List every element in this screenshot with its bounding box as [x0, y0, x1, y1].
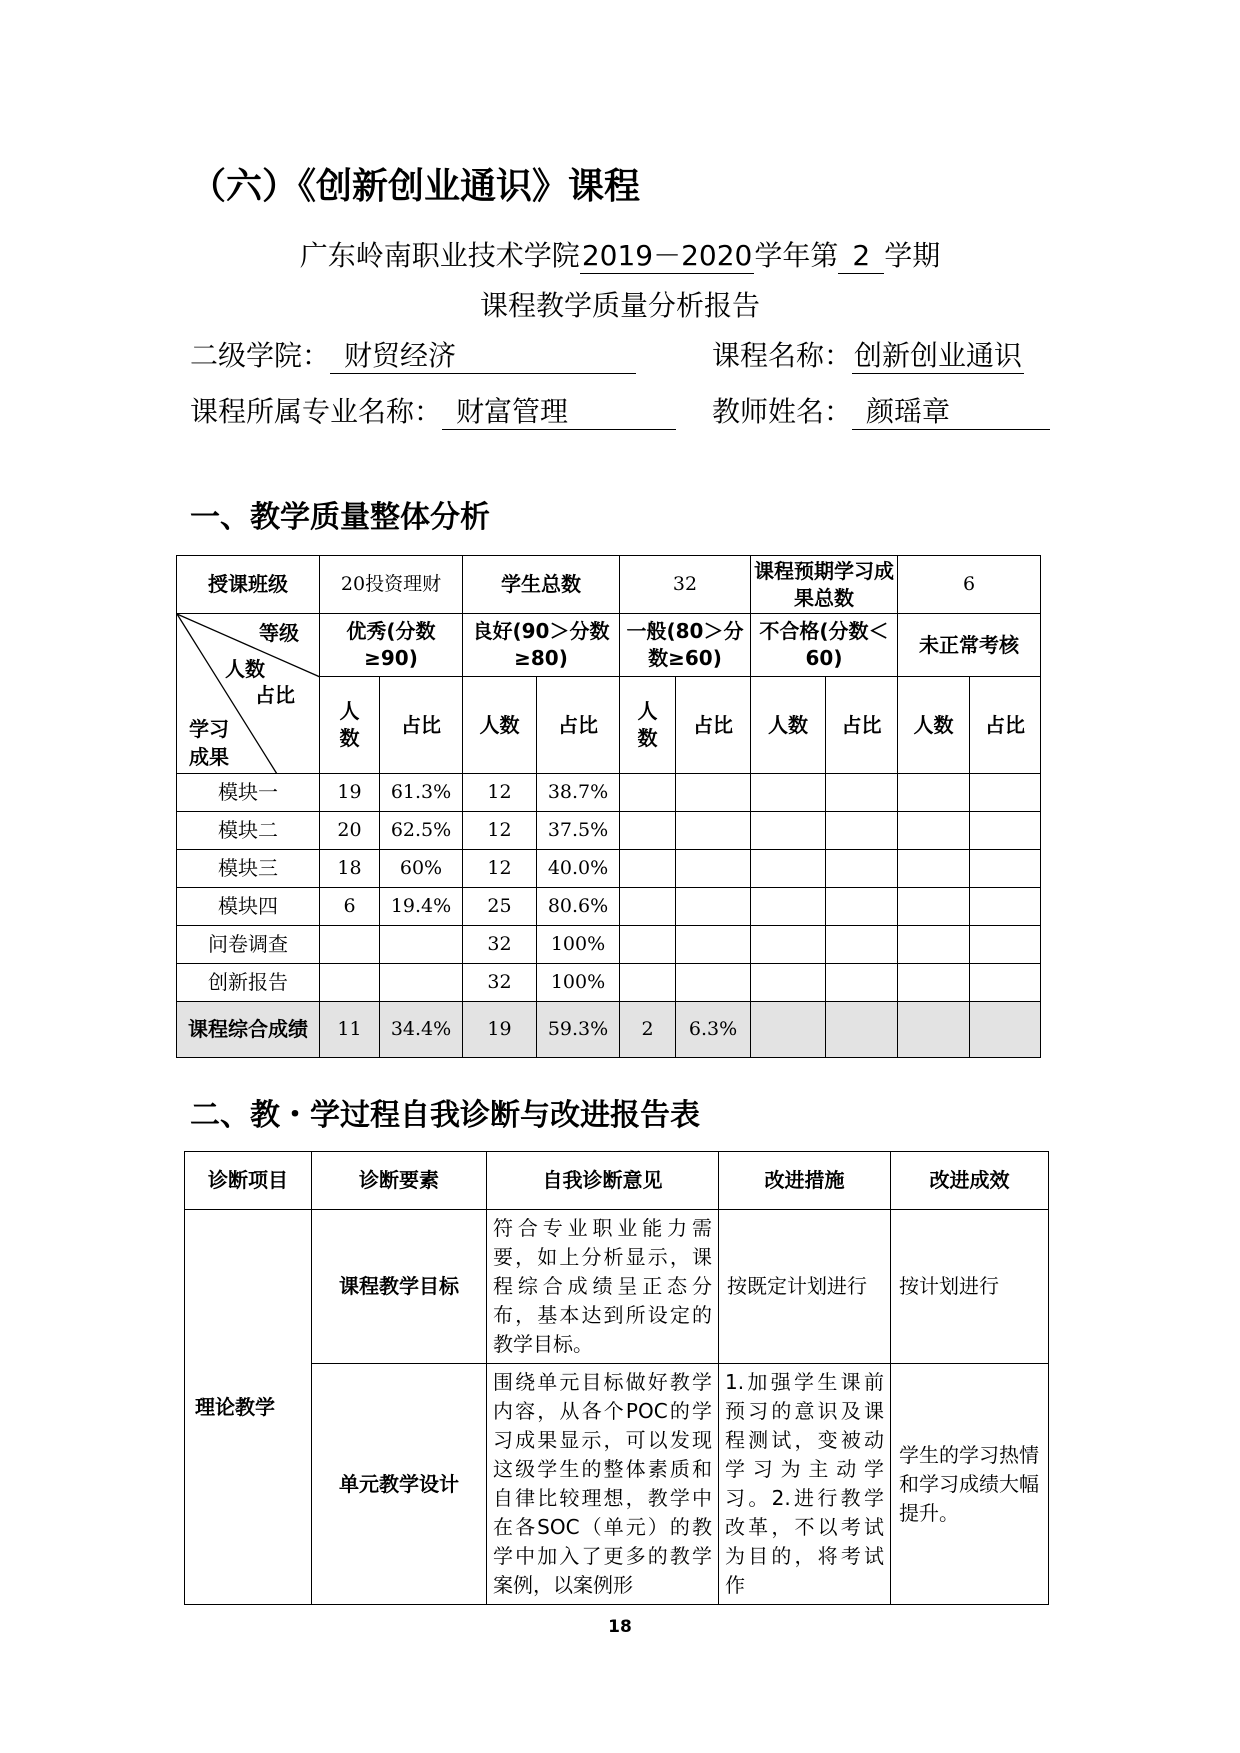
outcomes-value: 6 — [898, 556, 1041, 614]
total-cell: 19 — [463, 1002, 537, 1058]
college-label: 二级学院： — [190, 339, 331, 372]
sub-count-fail: 人数 — [751, 677, 826, 774]
outcome-row — [177, 964, 1041, 1002]
teacher-value: 颜瑶章 — [852, 395, 1050, 430]
diagnosis-row — [185, 1364, 1049, 1605]
outcome-cell — [751, 812, 826, 850]
outcome-cell: 40.0% — [537, 850, 620, 888]
outcome-cell: 38.7% — [537, 774, 620, 812]
outcome-cell: 12 — [463, 812, 537, 850]
outcome-cell — [676, 888, 751, 926]
outcome-cell: 61.3% — [380, 774, 463, 812]
outcome-cell — [380, 964, 463, 1002]
course-field — [712, 334, 1024, 374]
outcome-cell — [676, 964, 751, 1002]
outcome-cell — [970, 850, 1041, 888]
outcome-cell: 12 — [463, 774, 537, 812]
academic-year: 2019－2020 — [581, 239, 753, 272]
sub-ratio-not-assessed: 占比 — [970, 677, 1041, 774]
outcome-cell — [620, 888, 676, 926]
outcome-cell — [898, 774, 970, 812]
college-value: 财贸经济 — [330, 339, 636, 374]
outcome-cell — [826, 964, 898, 1002]
sub-ratio-excellent: 占比 — [380, 677, 463, 774]
section-2-title: 二、教・学过程自我诊断与改进报告表 — [190, 1098, 700, 1133]
header-item: 诊断项目 — [185, 1152, 312, 1210]
outcome-cell: 19.4% — [380, 888, 463, 926]
report-header-line — [0, 234, 1240, 274]
outcome-name: 模块四 — [177, 888, 320, 926]
outcome-cell — [751, 888, 826, 926]
sub-count-excellent: 人数 — [320, 677, 380, 774]
outcome-cell — [380, 926, 463, 964]
total-cell: 6.3% — [676, 1002, 751, 1058]
diagnosis-header-row — [185, 1152, 1049, 1210]
header-effect: 改进成效 — [891, 1152, 1049, 1210]
outcome-cell: 32 — [463, 926, 537, 964]
outcome-row — [177, 926, 1041, 964]
outcome-row — [177, 850, 1041, 888]
diagnosis-row — [185, 1210, 1049, 1364]
outcome-cell: 37.5% — [537, 812, 620, 850]
document-title: （六）《创新创业通识》课程 — [190, 166, 641, 207]
outcome-cell — [970, 964, 1041, 1002]
opinion-cell: 围绕单元目标做好教学内容，从各个POC的学习成果显示，可以发现这级学生的整体素质和自律比较理想，教学中在各SOC（单元）的教学中加入了更多的教学案例，以案例形 — [487, 1364, 719, 1605]
outcome-cell: 19 — [320, 774, 380, 812]
outcome-cell — [676, 774, 751, 812]
outcome-name: 模块三 — [177, 850, 320, 888]
measure-cell: 1.加强学生课前预习的意识及课程测试，变被动学习为主动学习。2.进行教学改革，不以考试为目的，将考试作 — [719, 1364, 891, 1605]
term-number: 2 — [838, 239, 884, 274]
outcome-name: 创新报告 — [177, 964, 320, 1002]
class-value: 20投资理财 — [320, 556, 463, 614]
teacher-label: 教师姓名： — [712, 395, 853, 428]
course-label: 课程名称： — [712, 339, 853, 372]
total-cell: 34.4% — [380, 1002, 463, 1058]
outcome-row — [177, 888, 1041, 926]
outcome-cell — [898, 888, 970, 926]
outcome-cell: 60% — [380, 850, 463, 888]
outcome-cell: 32 — [463, 964, 537, 1002]
outcome-cell: 12 — [463, 850, 537, 888]
sub-count-not-assessed: 人数 — [898, 677, 970, 774]
outcome-cell — [676, 812, 751, 850]
outcome-cell — [970, 888, 1041, 926]
opinion-cell: 符合专业职业能力需要，如上分析显示，课程综合成绩呈正态分布，基本达到所设定的教学目标。 — [487, 1210, 719, 1364]
grade-good: 良好(90＞分数≥80) — [463, 614, 620, 677]
outcome-cell — [898, 926, 970, 964]
outcome-cell — [320, 926, 380, 964]
element-cell: 课程教学目标 — [312, 1210, 487, 1364]
school-name: 广东岭南职业技术学院 — [299, 239, 580, 272]
outcomes-label: 课程预期学习成果总数 — [751, 556, 898, 614]
outcome-cell — [970, 812, 1041, 850]
total-row — [177, 1002, 1041, 1058]
total-cell — [751, 1002, 826, 1058]
measure-cell: 按既定计划进行 — [719, 1210, 891, 1364]
outcome-cell: 20 — [320, 812, 380, 850]
page-number: 18 — [608, 1617, 632, 1637]
outcome-name: 模块二 — [177, 812, 320, 850]
diag-count-label: 人数 — [225, 657, 265, 681]
outcome-rows — [177, 774, 1041, 1002]
course-value: 创新创业通识 — [854, 339, 1023, 372]
outcome-cell — [898, 964, 970, 1002]
year-suffix: 学年第 — [754, 239, 839, 272]
diag-outcome-label-1: 学习 — [189, 717, 229, 741]
outcome-cell — [320, 964, 380, 1002]
report-title: 课程教学质量分析报告 — [479, 289, 760, 322]
class-label: 授课班级 — [177, 556, 320, 614]
outcome-name: 模块一 — [177, 774, 320, 812]
diag-grade-label: 等级 — [259, 621, 299, 645]
total-label: 课程综合成绩 — [177, 1002, 320, 1058]
grade-not-assessed: 未正常考核 — [898, 614, 1041, 677]
outcome-cell — [676, 926, 751, 964]
diagnosis-table — [184, 1151, 1049, 1605]
outcome-cell — [620, 774, 676, 812]
total-cell: 2 — [620, 1002, 676, 1058]
major-field — [190, 390, 676, 430]
grade-analysis-table — [176, 555, 1041, 1058]
outcome-cell: 25 — [463, 888, 537, 926]
outcome-row — [177, 812, 1041, 850]
header-opinion: 自我诊断意见 — [487, 1152, 719, 1210]
outcome-cell — [676, 850, 751, 888]
diagonal-header-cell — [177, 614, 320, 774]
outcome-cell — [620, 964, 676, 1002]
major-label: 课程所属专业名称： — [190, 395, 443, 428]
outcome-cell — [898, 812, 970, 850]
outcome-cell: 6 — [320, 888, 380, 926]
students-label: 学生总数 — [463, 556, 620, 614]
total-cell — [970, 1002, 1041, 1058]
diag-outcome-label-2: 成果 — [189, 745, 229, 769]
outcome-cell — [751, 964, 826, 1002]
sub-count-good: 人数 — [463, 677, 537, 774]
outcome-name: 问卷调查 — [177, 926, 320, 964]
outcome-cell — [620, 850, 676, 888]
outcome-cell — [826, 888, 898, 926]
outcome-cell — [898, 850, 970, 888]
outcome-cell: 62.5% — [380, 812, 463, 850]
class-info-row — [177, 556, 1041, 614]
effect-cell: 按计划进行 — [891, 1210, 1049, 1364]
total-cell: 11 — [320, 1002, 380, 1058]
outcome-cell: 80.6% — [537, 888, 620, 926]
sub-ratio-pass: 占比 — [676, 677, 751, 774]
header-measure: 改进措施 — [719, 1152, 891, 1210]
total-cell — [826, 1002, 898, 1058]
college-field — [190, 334, 636, 374]
outcome-cell — [751, 850, 826, 888]
outcome-cell — [620, 812, 676, 850]
header-element: 诊断要素 — [312, 1152, 487, 1210]
outcome-cell — [826, 774, 898, 812]
grade-header-row — [177, 614, 1041, 677]
outcome-cell — [620, 926, 676, 964]
major-value: 财富管理 — [442, 395, 676, 430]
sub-ratio-fail: 占比 — [826, 677, 898, 774]
diagnosis-item: 理论教学 — [185, 1210, 312, 1605]
diag-ratio-label: 占比 — [255, 683, 295, 707]
outcome-cell — [826, 926, 898, 964]
grade-fail: 不合格(分数＜60) — [751, 614, 898, 677]
effect-cell: 学生的学习热情和学习成绩大幅提升。 — [891, 1364, 1049, 1605]
grade-pass: 一般(80＞分数≥60) — [620, 614, 751, 677]
total-cell — [898, 1002, 970, 1058]
outcome-cell — [970, 774, 1041, 812]
outcome-cell: 100% — [537, 926, 620, 964]
element-cell: 单元教学设计 — [312, 1364, 487, 1605]
total-cell: 59.3% — [537, 1002, 620, 1058]
outcome-cell — [826, 812, 898, 850]
outcome-cell — [751, 926, 826, 964]
sub-ratio-good: 占比 — [537, 677, 620, 774]
sub-count-pass: 人数 — [620, 677, 676, 774]
grade-excellent: 优秀(分数≥90) — [320, 614, 463, 677]
outcome-cell: 18 — [320, 850, 380, 888]
term-suffix: 学期 — [884, 239, 941, 272]
outcome-cell: 100% — [537, 964, 620, 1002]
outcome-row — [177, 774, 1041, 812]
outcome-cell — [970, 926, 1041, 964]
teacher-field — [712, 390, 1050, 430]
outcome-cell — [826, 850, 898, 888]
section-1-title: 一、教学质量整体分析 — [190, 500, 490, 535]
students-value: 32 — [620, 556, 751, 614]
outcome-cell — [751, 774, 826, 812]
